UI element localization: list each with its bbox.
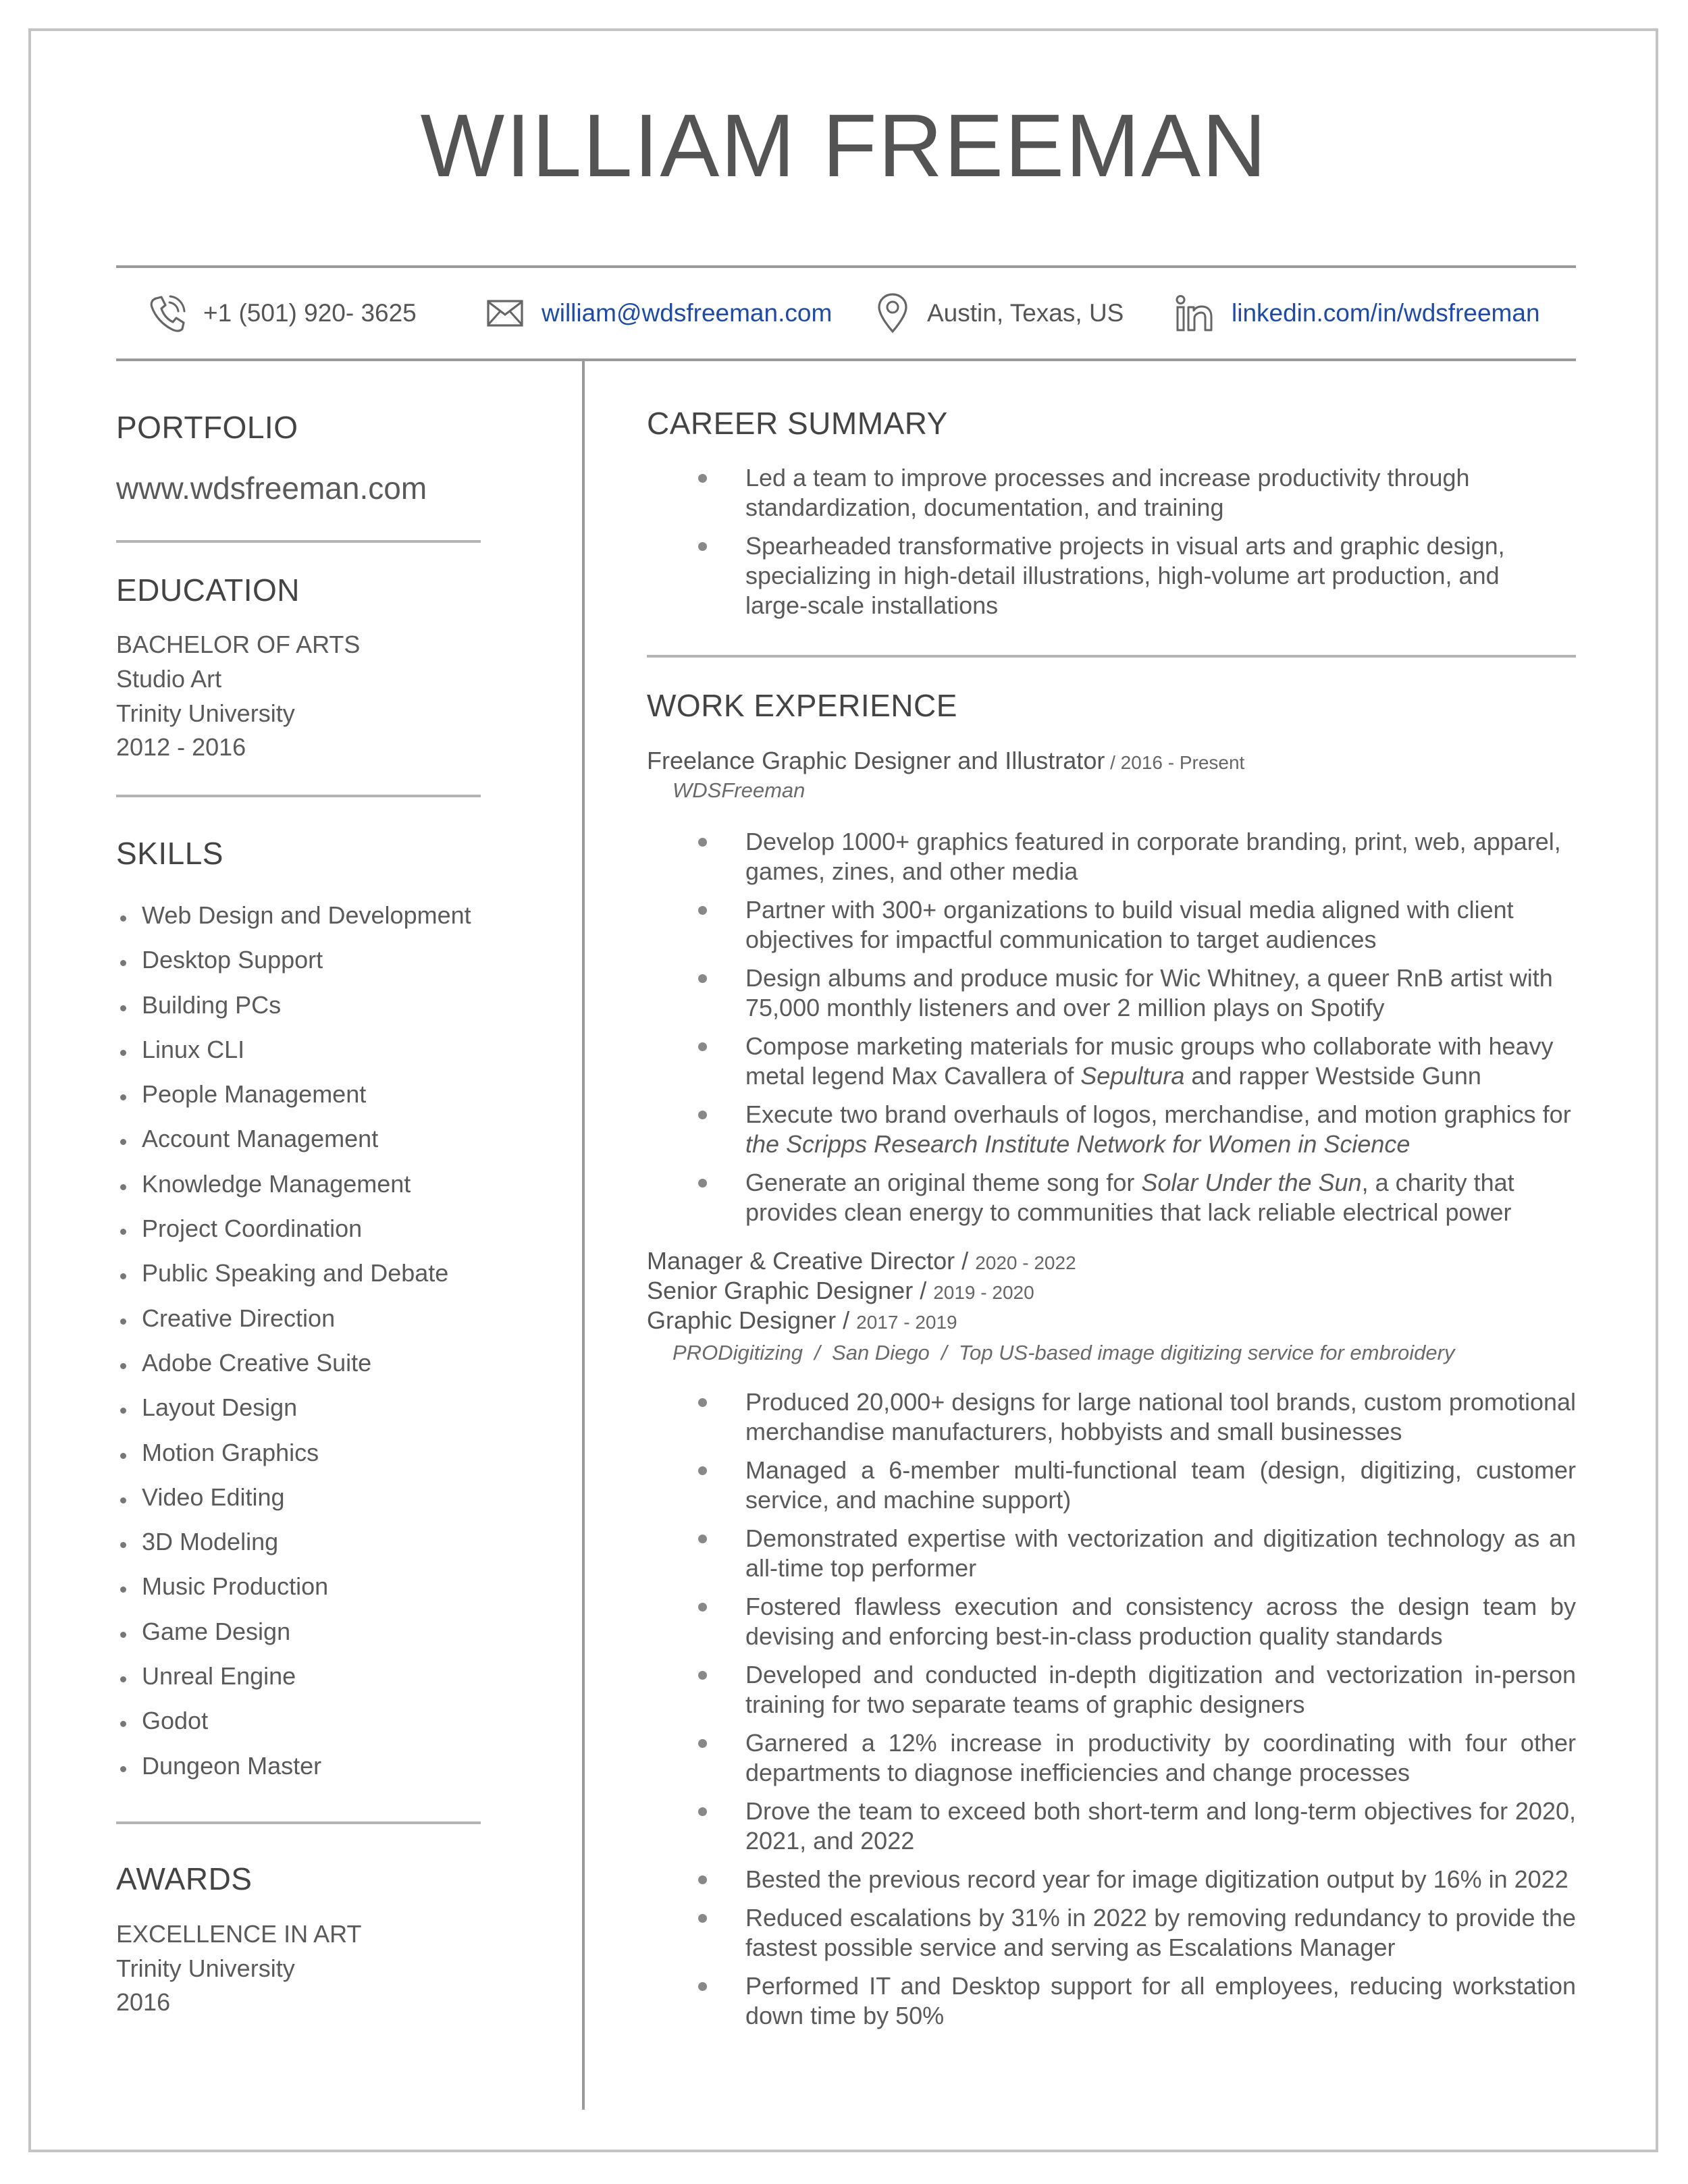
- job2-bullet: Bested the previous record year for image digitization output by 16% in 2022: [675, 1865, 1576, 1894]
- header-divider-bottom: [116, 358, 1576, 361]
- job1-bullet: Design albums and produce music for Wic Whitney, a queer RnB artist with 75,000 monthly listeners and over 2 million plays on Spotify: [675, 963, 1576, 1023]
- linkedin-icon: [1175, 294, 1214, 333]
- award-org: Trinity University: [116, 1954, 295, 1982]
- role-row: [647, 1246, 1076, 1276]
- skills-heading: SKILLS: [116, 836, 223, 871]
- job2-bullet: Reduced escalations by 31% in 2022 by removing redundancy to provide the fastest possible service and serving as Escalations Manager: [675, 1903, 1576, 1963]
- role-separator: /: [955, 1247, 976, 1275]
- phone-icon: [148, 293, 186, 334]
- job1-bullet: [675, 1168, 1576, 1227]
- role-dates: 2020 - 2022: [975, 1252, 1076, 1273]
- education-heading: EDUCATION: [116, 572, 300, 608]
- job2-bullets: [675, 1387, 1576, 2040]
- skill-item: Public Speaking and Debate: [116, 1254, 471, 1299]
- skill-item: Account Management: [116, 1120, 471, 1165]
- job1-header: [647, 746, 1244, 776]
- role-separator: /: [913, 1277, 934, 1304]
- contact-email[interactable]: [486, 267, 832, 360]
- job2-bullet: Demonstrated expertise with vectorization and digitization technology as an all-time top performer: [675, 1524, 1576, 1583]
- contact-location: [876, 267, 1124, 360]
- contact-phone: [148, 267, 417, 360]
- job2-meta: [672, 1341, 1454, 1365]
- skill-item: Layout Design: [116, 1389, 471, 1433]
- role-title: Manager & Creative Director: [647, 1247, 955, 1275]
- skill-item: Project Coordination: [116, 1210, 471, 1254]
- skill-item: Godot: [116, 1702, 471, 1747]
- portfolio-heading: PORTFOLIO: [116, 410, 298, 445]
- skill-item: Desktop Support: [116, 941, 471, 986]
- education-years: 2012 - 2016: [116, 733, 246, 761]
- skill-item: Dungeon Master: [116, 1747, 471, 1792]
- job2-company: PRODigitizing: [672, 1341, 803, 1364]
- location-pin-icon: [876, 292, 909, 334]
- job2-bullet: Produced 20,000+ designs for large national tool brands, custom promotional merchandise manufacturers, hobbyists and small businesses: [675, 1387, 1576, 1447]
- job1-bullet: [675, 1032, 1576, 1091]
- job1-bullets: [675, 827, 1576, 1236]
- work-experience-heading: WORK EXPERIENCE: [647, 688, 957, 723]
- job1-company: WDSFreeman: [672, 778, 806, 802]
- skill-item: Unreal Engine: [116, 1657, 471, 1702]
- bullet-text: Generate an original theme song for: [745, 1169, 1142, 1196]
- job2-roles: [647, 1246, 1076, 1335]
- bullet-emphasis: the Scripps Research Institute Network for Women in Science: [745, 1130, 1410, 1158]
- skill-item: Video Editing: [116, 1479, 471, 1523]
- skill-item: Motion Graphics: [116, 1434, 471, 1479]
- job2-meta-separator: /: [802, 1341, 833, 1364]
- skill-item: People Management: [116, 1075, 471, 1120]
- skills-divider: [116, 1821, 481, 1824]
- summary-divider: [647, 655, 1576, 658]
- skill-item: Web Design and Development: [116, 897, 471, 941]
- skill-item: Building PCs: [116, 986, 471, 1031]
- education-degree: BACHELOR OF ARTS: [116, 631, 361, 658]
- portfolio-divider: [116, 540, 481, 543]
- career-summary-list: [675, 463, 1553, 629]
- bullet-emphasis: Solar Under the Sun: [1141, 1169, 1362, 1196]
- candidate-name: WILLIAM FREEMAN: [420, 96, 1268, 195]
- job1-bullet: [675, 1100, 1576, 1159]
- job2-bullet: Performed IT and Desktop support for all employees, reducing workstation down time by 50%: [675, 1971, 1576, 2031]
- summary-bullet: Led a team to improve processes and increase productivity through standardization, documentation, and training: [675, 463, 1553, 523]
- bullet-text: and rapper Westside Gunn: [1184, 1062, 1481, 1090]
- mail-icon: [486, 298, 524, 328]
- role-row: [647, 1276, 1076, 1306]
- bullet-text: , a charity that provides clean energy to communities that lack reliable electrical power: [745, 1169, 1514, 1226]
- job1-title: Freelance Graphic Designer and Illustrator: [647, 747, 1105, 774]
- role-dates: 2019 - 2020: [933, 1282, 1034, 1303]
- career-summary-heading: CAREER SUMMARY: [647, 406, 948, 441]
- role-row: [647, 1306, 1076, 1335]
- skill-item: Adobe Creative Suite: [116, 1344, 471, 1389]
- skill-item: Linux CLI: [116, 1031, 471, 1075]
- job1-bullet: Develop 1000+ graphics featured in corporate branding, print, web, apparel, games, zines, and other media: [675, 827, 1576, 886]
- location-text: Austin, Texas, US: [927, 299, 1124, 327]
- education-school: Trinity University: [116, 699, 295, 727]
- role-separator: /: [836, 1306, 857, 1334]
- skills-list: [116, 897, 471, 1792]
- skill-item: 3D Modeling: [116, 1523, 471, 1568]
- education-divider: [116, 795, 481, 797]
- award-title: EXCELLENCE IN ART: [116, 1920, 362, 1948]
- awards-heading: AWARDS: [116, 1861, 253, 1896]
- contact-linkedin[interactable]: [1175, 267, 1540, 360]
- skill-item: Music Production: [116, 1568, 471, 1612]
- job1-separator: /: [1105, 752, 1121, 773]
- portfolio-link[interactable]: www.wdsfreeman.com: [116, 471, 427, 506]
- linkedin-link[interactable]: linkedin.com/in/wdsfreeman: [1232, 299, 1540, 327]
- summary-bullet: Spearheaded transformative projects in visual arts and graphic design, specializing in high-detail illustrations, high-volume art production, and large-scale installations: [675, 531, 1553, 620]
- role-dates: 2017 - 2019: [856, 1312, 957, 1333]
- bullet-text: Execute two brand overhauls of logos, merchandise, and motion graphics for: [745, 1100, 1571, 1128]
- skill-item: Creative Direction: [116, 1300, 471, 1344]
- bullet-emphasis: Sepultura: [1080, 1062, 1185, 1090]
- education-field: Studio Art: [116, 665, 222, 693]
- role-title: Graphic Designer: [647, 1306, 837, 1334]
- award-year: 2016: [116, 1988, 171, 2016]
- skill-item: Game Design: [116, 1613, 471, 1657]
- column-divider: [582, 360, 585, 2110]
- job2-bullet: Garnered a 12% increase in productivity by coordinating with four other departments to diagnose inefficiencies and change processes: [675, 1728, 1576, 1788]
- job2-bullet: Developed and conducted in-depth digitization and vectorization in-person training for two separate teams of graphic designers: [675, 1660, 1576, 1720]
- role-title: Senior Graphic Designer: [647, 1277, 914, 1304]
- bullet-text: Compose marketing materials for music groups who collaborate with heavy metal legend Max Cavallera of: [745, 1032, 1554, 1090]
- skill-item: Knowledge Management: [116, 1165, 471, 1210]
- phone-text: +1 (501) 920- 3625: [203, 299, 417, 327]
- job2-bullet: Fostered flawless execution and consistency across the design team by devising and enforcing best-in-class production quality standards: [675, 1592, 1576, 1651]
- email-link[interactable]: william@wdsfreeman.com: [542, 299, 833, 327]
- contact-bar: [116, 267, 1576, 360]
- job1-bullet: Partner with 300+ organizations to build visual media aligned with client objectives for impactful communication to target audiences: [675, 895, 1576, 955]
- job2-bullet: Managed a 6-member multi-functional team (design, digitizing, customer service, and machine support): [675, 1456, 1576, 1515]
- job2-location: San Diego: [832, 1341, 930, 1364]
- job2-bullet: Drove the team to exceed both short-term and long-term objectives for 2020, 2021, and 2022: [675, 1796, 1576, 1856]
- job2-description: Top US-based image digitizing service for embroidery: [958, 1341, 1455, 1364]
- job2-meta-separator: /: [929, 1341, 959, 1364]
- job1-dates: 2016 - Present: [1120, 752, 1245, 773]
